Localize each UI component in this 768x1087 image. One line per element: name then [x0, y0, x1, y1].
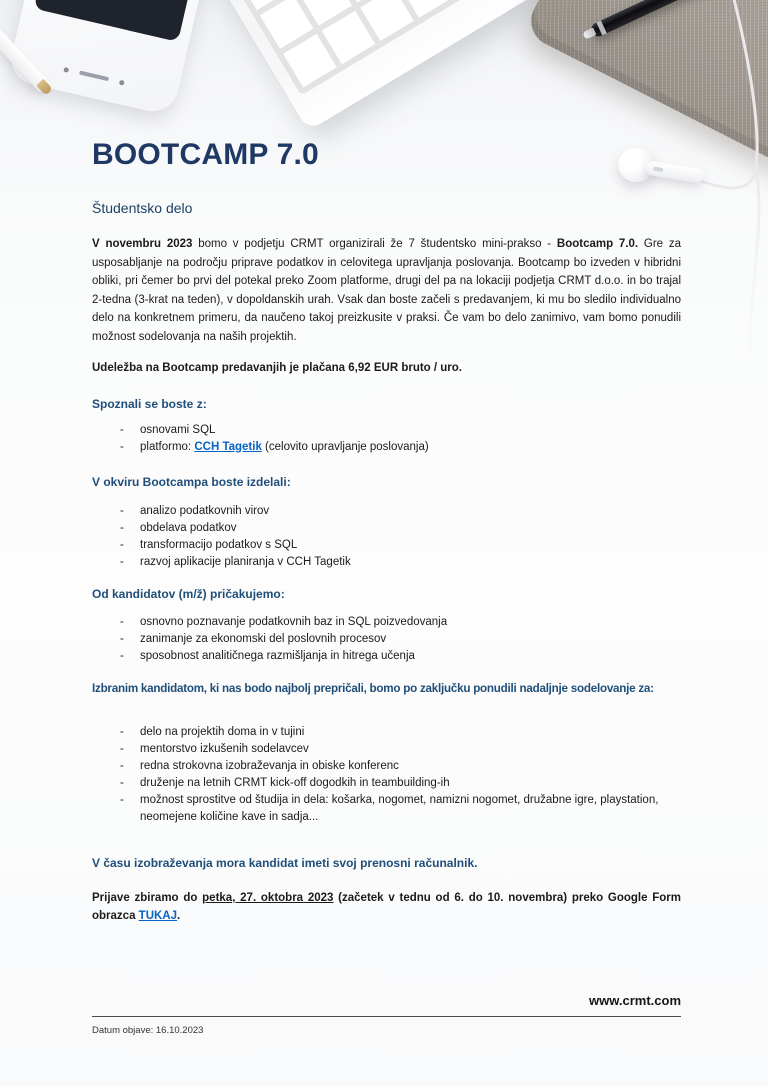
list-item	[92, 537, 681, 554]
phone-screen	[34, 0, 218, 42]
bullet-dash: -	[120, 776, 124, 789]
publish-date: Datum objave: 16.10.2023	[92, 1025, 204, 1036]
list-item-text: analizo podatkovnih virov	[140, 504, 270, 517]
list-item	[92, 614, 681, 631]
apply-paragraph	[92, 889, 681, 926]
list-item-text: delo na projektih doma in v tujini	[140, 725, 305, 738]
apply-text-mid: (začetek v tednu od 6. do 10. novembra) preko Google Form obrazca	[92, 891, 682, 922]
website-url: www.crmt.com	[589, 993, 681, 1008]
list-item-text: redna strokovna izobraževanja in obiske konferenc	[140, 759, 399, 772]
footer-rule	[92, 1016, 681, 1017]
list-item	[92, 439, 681, 456]
page-subtitle: Študentsko delo	[92, 200, 193, 216]
intro-bold-date: V novembru 2023	[92, 238, 193, 250]
list-item-text: mentorstvo izkušenih sodelavcev	[140, 742, 309, 755]
black-pen-band	[596, 21, 606, 36]
list-item-text: obdelava podatkov	[140, 521, 237, 534]
build-list	[92, 503, 681, 571]
list-item	[92, 724, 681, 741]
list-item	[92, 631, 681, 648]
bullet-dash: -	[120, 632, 124, 645]
intro-text-2: Gre za usposabljanje na področju priprave podatkov in celovitega upravljanja poslovanja. Bootcamp bo izveden v hibridni obliki, pri čemer bo prvi del potekal preko Zoom platforme, drugi del pa na lokaciji podjetja CRMT d.o.o. in bo trajal 2-tedna (3-krat na teden), v dopoldanskih urah. Vsak dan boste začeli s predavanjem, ki mu bo sledilo individualno delo na konkretnem primeru, da naučeno takoj preizkusite v praksi. Če vam bo delo zanimivo, vam bomo ponudili možnost sodelovanja na naših projektih.	[92, 238, 681, 343]
section-heading-build: V okviru Bootcampa boste izdelali:	[92, 474, 291, 489]
list-item-text: sposobnost analitičnega razmišljanja in hitrega učenja	[140, 649, 415, 662]
list-item	[92, 792, 681, 826]
list-item-text: razvoj aplikacije planiranja v CCH Tagetik	[140, 555, 351, 568]
phone-speaker-slot	[79, 71, 109, 82]
intro-paragraph	[92, 235, 681, 346]
list-item	[92, 554, 681, 571]
section-heading-learn: Spoznali se boste z:	[92, 396, 207, 411]
bullet-dash: -	[120, 742, 124, 755]
apply-text-post: .	[177, 910, 181, 922]
cch-tagetik-link[interactable]: CCH Tagetik	[194, 440, 262, 453]
bullet-dash: -	[120, 538, 124, 551]
laptop-note: V času izobraževanja mora kandidat imeti svoj prenosni računalnik.	[92, 855, 478, 870]
intro-bold-bootcamp: Bootcamp 7.0.	[556, 238, 639, 250]
bullet-dash: -	[120, 649, 124, 662]
apply-deadline: petka, 27. oktobra 2023	[202, 891, 334, 904]
list-item-text: zanimanje za ekonomski del poslovnih procesov	[140, 632, 387, 645]
section-heading-offer: Izbranim kandidatom, ki nas bodo najbolj prepričali, bomo po zaključku ponudili nadaljnje sodelovanje za:	[92, 680, 654, 695]
offer-list	[92, 724, 681, 826]
bullet-dash: -	[120, 423, 124, 436]
bullet-dash: -	[120, 555, 124, 568]
bullet-dash: -	[120, 615, 124, 628]
list-item	[92, 758, 681, 775]
list-item-text	[140, 439, 681, 456]
bullet-dash: -	[120, 793, 124, 806]
document-content	[92, 138, 681, 926]
section-heading-expect: Od kandidatov (m/ž) pričakujemo:	[92, 586, 285, 601]
list-item	[92, 648, 681, 665]
list-item-text: možnost sprostitve od študija in dela: košarka, nogomet, namizni nogomet, družabne igre, playstation, neomejene količine kave in sadja...	[140, 793, 659, 823]
phone-camera-dot	[63, 66, 69, 72]
learn-list	[92, 422, 681, 456]
bullet-dash: -	[120, 504, 124, 517]
bullet-dash: -	[120, 725, 124, 738]
list-item-text: transformacijo podatkov s SQL	[140, 538, 298, 551]
expect-list	[92, 614, 681, 665]
platform-label: platformo:	[140, 440, 195, 453]
list-item-text: osnovno poznavanje podatkovnih baz in SQL poizvedovanja	[140, 615, 448, 628]
list-item-text: druženje na letnih CRMT kick-off dogodkih in teambuilding-ih	[140, 776, 450, 789]
intro-text-1: bomo v podjetju CRMT organizirali že 7 študentsko mini-prakso -	[192, 238, 557, 250]
page-title: BOOTCAMP 7.0	[92, 138, 319, 171]
list-item	[92, 741, 681, 758]
bullet-dash: -	[120, 440, 124, 453]
list-item-text: osnovami SQL	[140, 423, 216, 436]
pay-line: Udeležba na Bootcamp predavanjih je plačana 6,92 EUR bruto / uro.	[92, 362, 463, 374]
tukaj-link[interactable]: TUKAJ	[138, 910, 178, 922]
bullet-dash: -	[120, 759, 124, 772]
platform-note: (celovito upravljanje poslovanja)	[261, 440, 429, 453]
list-item	[92, 503, 681, 520]
footer	[92, 992, 681, 1036]
list-item	[92, 422, 681, 439]
smartphone-photo	[6, 0, 219, 116]
bullet-dash: -	[120, 521, 124, 534]
phone-sensor-dot	[119, 79, 125, 85]
list-item	[92, 775, 681, 792]
apply-text-pre: Prijave zbiramo do	[92, 891, 203, 904]
list-item	[92, 520, 681, 537]
